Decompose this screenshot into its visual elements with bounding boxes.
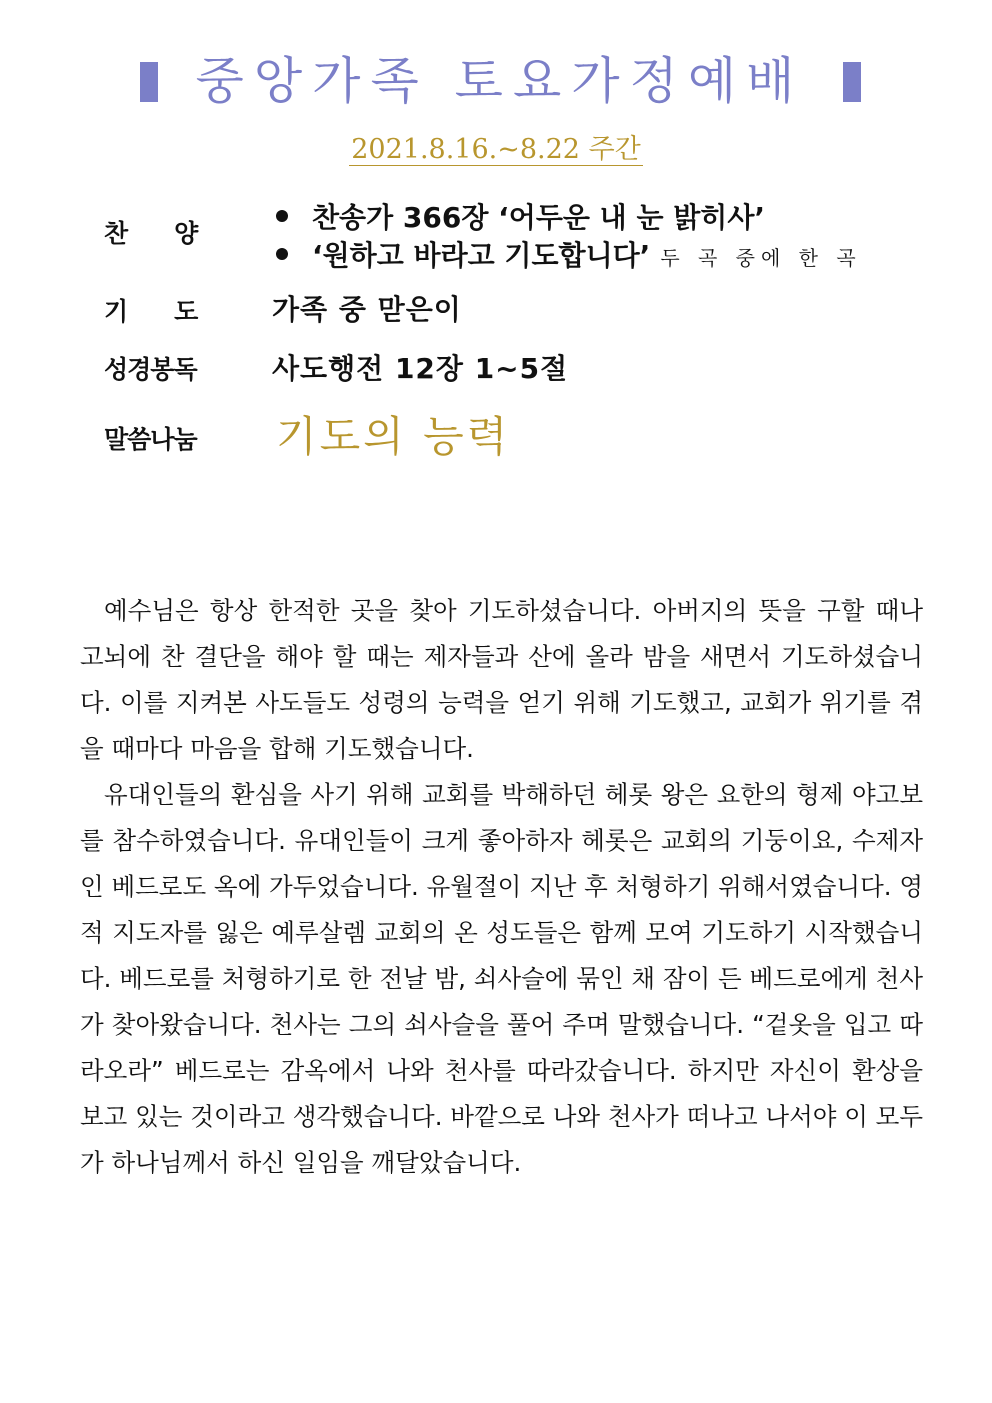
reading-value: 사도행전 12장 1~5절	[272, 352, 569, 385]
bullet-icon	[276, 248, 288, 260]
hymn-item-2-text: ‘원하고 바라고 기도합니다’	[312, 239, 651, 272]
date-range-line	[0, 130, 992, 170]
body-paragraph-2: 유대인들의 환심을 사기 위해 교회를 박해하던 헤롯 왕은 요한의 형제 야고보를 참수하였습니다. 유대인들이 크게 좋아하자 헤롯은 교회의 기둥이요, 수제자인 베드로도 옥에 가두었습니다. 유월절이 지난 후 처형하기 위해서였습니다. 영적 지도자를 잃은 예루살렘 교회의 온 성도들은 함께 모여 기도하기 시작했습니다. 베드로를 처형하기로 한 전날 밤, 쇠사슬에 묶인 채 잠이 든 베드로에게 천사가 찾아왔습니다. 천사는 그의 쇠사슬을 풀어 주며 말했습니다. “겉옷을 입고 따라오라” 베드로는 감옥에서 나와 천사를 따라갔습니다. 하지만 자신이 환상을 보고 있는 것이라고 생각했습니다. 바깥으로 나와 천사가 떠나고 나서야 이 모두가 하나님께서 하신 일임을 깨달았습니다.	[80, 780, 924, 1177]
sermon-body	[80, 588, 923, 1186]
hymn-note: 두 곡 중에 한 곡	[660, 246, 862, 270]
hymn-item-1-text: 찬송가 366장 ‘어두운 내 눈 밝히사’	[312, 201, 766, 234]
prayer-label: 기도	[104, 297, 245, 326]
sermon-label: 말씀나눔	[104, 425, 197, 454]
date-range: 2021.8.16.~8.22 주간	[351, 134, 641, 165]
title-row	[0, 46, 992, 116]
body-paragraph-1: 예수님은 항상 한적한 곳을 찾아 기도하셨습니다. 아버지의 뜻을 구할 때나 고뇌에 찬 결단을 해야 할 때는 제자들과 산에 올라 밤을 새면서 기도하셨습니다. 이를 지켜본 사도들도 성령의 능력을 얻기 위해 기도했고, 교회가 위기를 겪을 때마다 마음을 합해 기도했습니다.	[80, 596, 923, 763]
prayer-value: 가족 중 맏은이	[272, 293, 462, 326]
hymn-item-2	[270, 234, 862, 274]
reading-label: 성경봉독	[104, 355, 197, 384]
title-bar-left	[140, 62, 158, 102]
hymn-label: 찬양	[104, 219, 245, 248]
hymn-item-1	[270, 196, 765, 236]
title-bar-right	[843, 62, 861, 102]
sermon-title: 기도의 능력	[276, 412, 511, 461]
bullet-icon	[276, 210, 288, 222]
page-title: 중앙가족 토요가정예배	[195, 52, 805, 110]
